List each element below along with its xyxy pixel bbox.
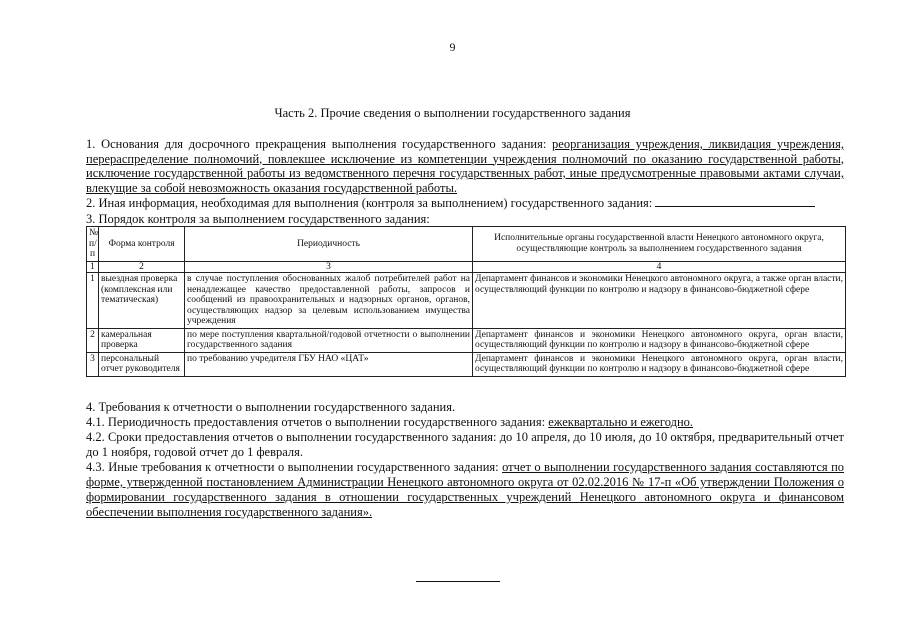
control-table — [86, 226, 846, 377]
section-4-title: 4. Требования к отчетности о выполнении государственного задания. — [86, 400, 456, 414]
page-number: 9 — [449, 40, 456, 54]
row-control-form: персональный отчет руководителя — [99, 352, 185, 376]
row-periodicity: в случае поступления обоснованных жалоб потребителей работ на ненадлежащее качество предоставленной работы, запросов и сообщений из правоохранительных и надзорных органов, органов, осуществляющих надзор за целевым использованием имущества учреждения — [185, 273, 473, 329]
section-4-1-underlined: ежеквартально и ежегодно. — [548, 415, 694, 429]
section-4-1 — [86, 415, 844, 430]
row-control-organ: Департамент финансов и экономики Ненецкого автономного округа, а также орган власти, осуществляющий функции по контролю и надзору в финансово-бюджетной сфере — [473, 273, 846, 329]
section-4-1-prefix: 4.1. Периодичность предоставления отчетов о выполнении государственного задания: — [86, 415, 549, 429]
column-number: 3 — [185, 261, 473, 273]
section-2-other-info — [86, 196, 844, 211]
table-header-row — [87, 227, 846, 262]
header-control-form: Форма контроля — [99, 227, 185, 262]
section-4-3 — [86, 460, 844, 520]
row-number: 1 — [87, 273, 99, 329]
section-1-grounds — [86, 137, 844, 195]
section-4-3-prefix: 4.3. Иные требования к отчетности о выполнении государственного задания: — [86, 460, 503, 474]
section-4-reporting — [86, 400, 844, 520]
section-2-text: 2. Иная информация, необходимая для выполнения (контроля за выполнением) государственного задания: — [86, 196, 653, 210]
section-2-blank-line — [655, 196, 815, 207]
table-row — [87, 352, 846, 376]
section-1-prefix: 1. Основания для досрочного прекращения выполнения государственного задания: — [86, 137, 553, 151]
row-control-form: выездная проверка (комплексная или тематическая) — [99, 273, 185, 329]
header-number: № п/п — [87, 227, 99, 262]
part-title: Часть 2. Прочие сведения о выполнении государственного задания — [274, 106, 631, 120]
column-number: 4 — [473, 261, 846, 273]
column-number: 1 — [87, 261, 99, 273]
row-control-form: камеральная проверка — [99, 328, 185, 352]
section-1-underlined: реорганизация учреждения, ликвидация учреждения, перераспределение полномочий, повлекшее исключение из компетенции учреждения полномочий по оказанию государственной работы, исключение государственной работы из ведомственного перечня государственных работ, иные предусмотренные правовыми актами случаи, влекущие за собой невозможность оказания государственной работы. — [86, 137, 844, 195]
end-divider-line — [416, 581, 500, 582]
header-periodicity: Периодичность — [185, 227, 473, 262]
table-column-numbers-row — [87, 261, 846, 273]
table-row — [87, 328, 846, 352]
row-control-organ: Департамент финансов и экономики Ненецкого автономного округа, орган власти, осуществляющий функции по контролю и надзору в финансово-бюджетной сфере — [473, 328, 846, 352]
row-periodicity: по мере поступления квартальной/годовой отчетности о выполнении государственного задания — [185, 328, 473, 352]
row-number: 2 — [87, 328, 99, 352]
section-3-control-order: 3. Порядок контроля за выполнением государственного задания: — [86, 212, 430, 226]
row-control-organ: Департамент финансов и экономики Ненецкого автономного округа, орган власти, осуществляющий функции по контролю и надзору в финансово-бюджетной сфере — [473, 352, 846, 376]
section-4-2: 4.2. Сроки предоставления отчетов о выполнении государственного задания: до 10 апреля, до 10 июля, до 10 октября, предварительный отчет до 1 ноября, годовой отчет до 1 февраля. — [86, 430, 844, 459]
row-periodicity: по требованию учредителя ГБУ НАО «ЦАТ» — [185, 352, 473, 376]
header-control-organs: Исполнительные органы государственной власти Ненецкого автономного округа, осуществляющие контроль за выполнением государственного задания — [473, 227, 846, 262]
row-number: 3 — [87, 352, 99, 376]
table-row — [87, 273, 846, 329]
column-number: 2 — [99, 261, 185, 273]
section-4-3-underlined: отчет о выполнении государственного задания составляются по форме, утвержденной постановлением Администрации Ненецкого автономного округа от 02.02.2016 № 17-п «Об утверждении Положения о формировании государственного задания в отношении государственных учреждений Ненецкого автономного округа и финансовом обеспечении выполнения государственного задания». — [86, 460, 845, 519]
